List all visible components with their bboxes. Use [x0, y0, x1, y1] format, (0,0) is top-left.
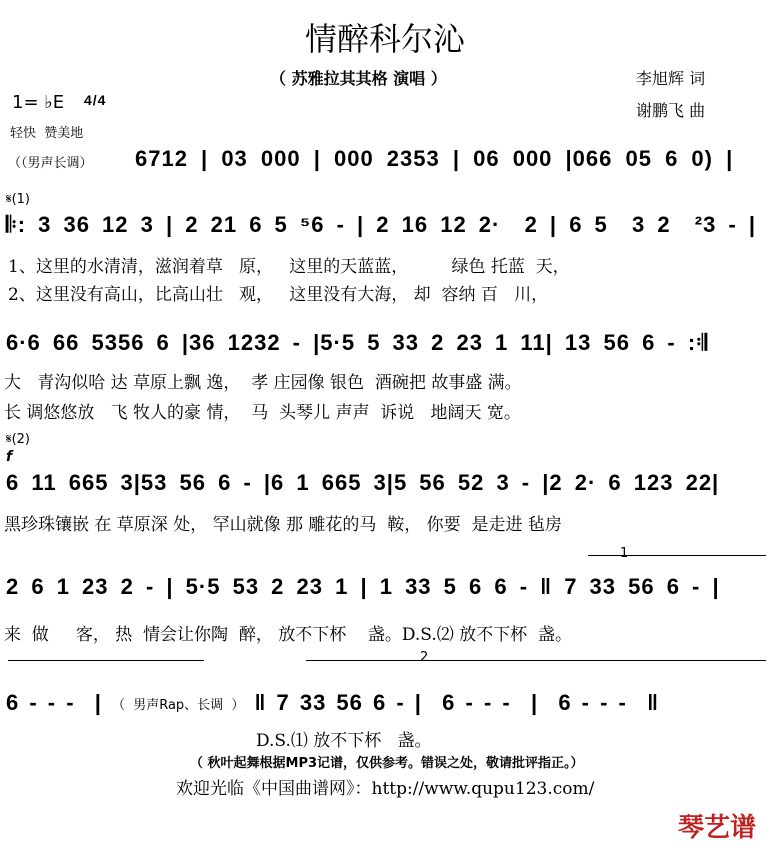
row5-notes-2: ‖ 7 33 56 6 - | 6 - - - | 6 - - - ‖ — [254, 690, 660, 715]
row2-lyric1: 大 青沟似哈 达 草原上飘 逸， 孝 庄园像 银色 酒碗把 故事盛 满。 — [4, 373, 522, 393]
volta-2-label: 2 — [420, 650, 429, 665]
segno-2: 𝄋(2) — [6, 432, 31, 447]
website-credit: 欢迎光临《中国曲谱网》：http://www.qupu123.com/ — [176, 779, 595, 799]
row5-notes: 6 - - - | — [6, 690, 102, 715]
row4-notes: 2 6 1 23 2 - | 5·5 53 2 23 1 | 1 33 5 6 6 - ‖ 7 33 56 6 - | — [6, 574, 720, 599]
row2-notes: 6·6 66 5356 6 |36 1232 - |5·5 5 33 2 23 1 11| 13 56 6 - :𝄇 — [6, 330, 708, 355]
intro-label: （（男声长调） — [8, 156, 93, 171]
time-signature: 4/4 — [84, 92, 107, 108]
dynamic-forte: f — [6, 449, 13, 465]
segno-1: 𝄋(1) — [6, 192, 31, 207]
row3-notes: 6 11 665 3|53 56 6 - |6 1 665 3|5 56 52 3 - |2 2· 6 123 22| — [6, 470, 720, 495]
row3-lyric1: 黑珍珠镶嵌 在 草原深 处， 罕山就像 那 雕花的马 鞍， 你要 是走进 毡房 — [4, 515, 562, 535]
row1-lyric1: 1、这里的水清清，滋润着草 原， 这里的天蓝蓝， 绿色 托蓝 天， — [8, 257, 570, 277]
row1-notes: 𝄆: 3 36 12 3 | 2 21 6 5 ⁵6 - | 2 16 12 2· 2 | 6 5 3 2 ²3 - | — [6, 212, 757, 237]
volta-1-bracket — [588, 555, 766, 556]
subtitle: （ 苏雅拉其其格 演唱 ） — [270, 69, 447, 88]
transcription-note: （ 秋叶起舞根据MP3记谱，仅供参考。错误之处，敬请批评指正。） — [190, 756, 584, 771]
row5 — [6, 690, 659, 716]
key-signature: 1= ♭E — [12, 92, 65, 113]
lyricist: 李旭辉 词 — [636, 69, 706, 88]
ds-1-lyric: D.S.⑴ 放不下杯 盏。 — [256, 731, 432, 751]
qinyipu-logo: 琴艺谱 — [677, 813, 756, 843]
composer: 谢鹏飞 曲 — [636, 101, 706, 120]
rap-label: （ 男声Rap、长调 ） — [111, 697, 245, 713]
song-title: 情醉科尔沁 — [304, 20, 465, 58]
volta-1-label: 1 — [620, 546, 629, 561]
volta-2-bracket — [306, 660, 766, 661]
tempo: 轻快 赞美地 — [10, 126, 84, 141]
intro-notes: 6712 | 03 000 | 000 2353 | 06 000 |066 05 6 0) | — [135, 146, 734, 171]
row2-lyric2: 长 调悠悠放 飞 牧人的豪 情， 马 头琴儿 声声 诉说 地阔天 宽。 — [4, 403, 521, 423]
row4-lyric1: 来 做 客， 热 情会让你陶 醉， 放不下杯 盏。D.S.⑵ 放不下杯 盏。 — [4, 625, 572, 645]
row1-lyric2: 2、这里没有高山，比高山壮 观， 这里没有大海， 却 容纳 百 川， — [8, 285, 549, 305]
volta-line — [8, 660, 204, 661]
